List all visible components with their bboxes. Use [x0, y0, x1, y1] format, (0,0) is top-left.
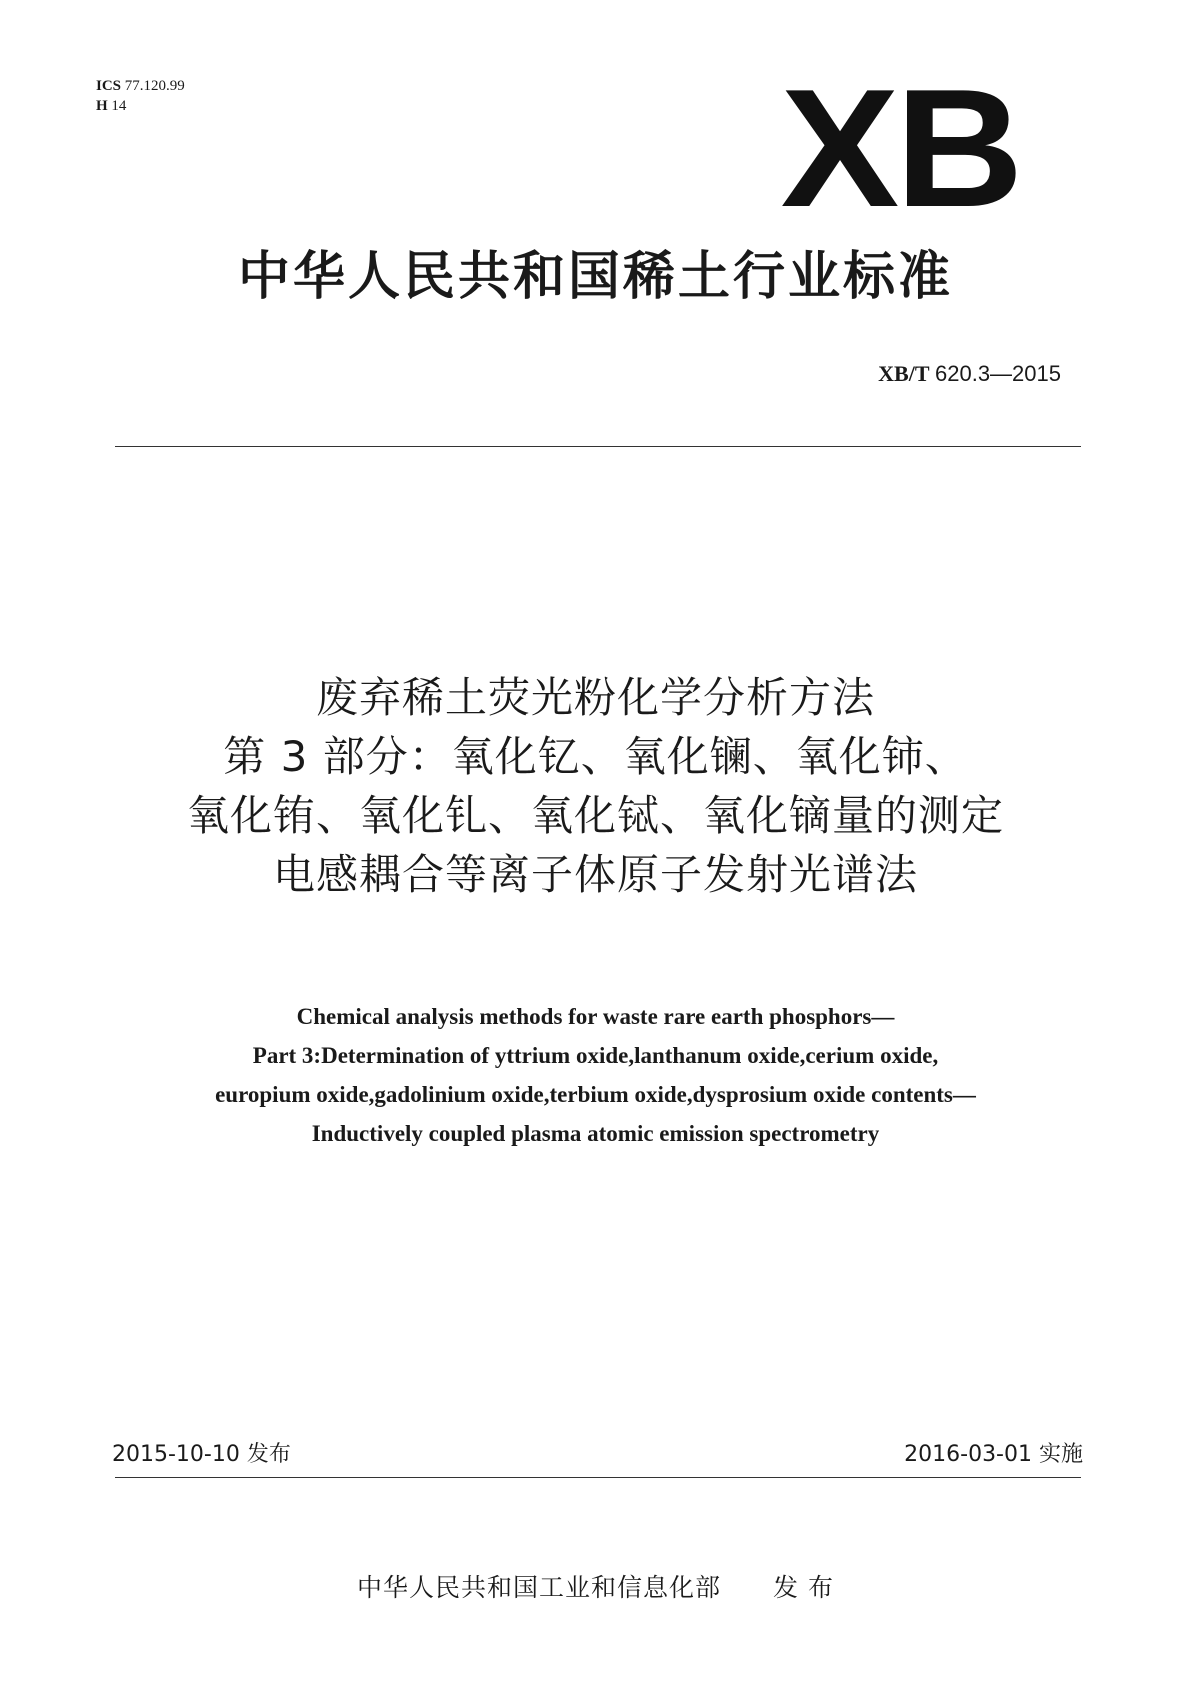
ccs-label: H: [96, 98, 108, 114]
english-title-line: europium oxide,gadolinium oxide,terbium oxide,dysprosium oxide contents—: [215, 1082, 976, 1107]
ics-label: ICS: [96, 78, 122, 94]
ics-code: 77.120.99: [124, 78, 185, 94]
english-title-line: Inductively coupled plasma atomic emission spectrometry: [311, 1121, 880, 1146]
english-title: [0, 997, 1191, 1153]
english-title-line: Part 3:Determination of yttrium oxide,lanthanum oxide,cerium oxide,: [252, 1043, 939, 1068]
ccs-code: 14: [111, 98, 127, 114]
chinese-title: [0, 668, 1191, 904]
classification-codes: [96, 76, 185, 116]
standard-number-prefix: XB/T: [878, 361, 930, 386]
standard-number: [878, 361, 1061, 387]
issuer-line: [0, 1568, 1191, 1604]
standard-number-value: 620.3—2015: [935, 361, 1061, 386]
chinese-title-line: 第 3 部分：氧化钇、氧化镧、氧化铈、: [223, 732, 968, 781]
issuer-name: 中华人民共和国工业和信息化部: [357, 1573, 722, 1602]
standard-category-title: 中华人民共和国稀土行业标准: [237, 247, 953, 307]
chinese-title-line: 废弃稀土荧光粉化学分析方法: [315, 673, 875, 722]
top-divider: [115, 446, 1081, 447]
logo-text: XB: [780, 78, 1020, 218]
chinese-title-line: 电感耦合等离子体原子发射光谱法: [272, 850, 918, 899]
ccs-row: [96, 96, 185, 116]
xb-logo: [780, 78, 1020, 218]
ics-row: [96, 76, 185, 96]
issuer-action: 发 布: [773, 1573, 834, 1602]
implementation-date: 2016-03-01 实施: [904, 1442, 1083, 1467]
issue-date: 2015-10-10 发布: [112, 1442, 291, 1467]
chinese-title-line: 氧化铕、氧化钆、氧化铽、氧化镝量的测定: [186, 791, 1004, 840]
english-title-line: Chemical analysis methods for waste rare earth phosphors—: [296, 1004, 895, 1029]
bottom-divider: [115, 1477, 1081, 1478]
